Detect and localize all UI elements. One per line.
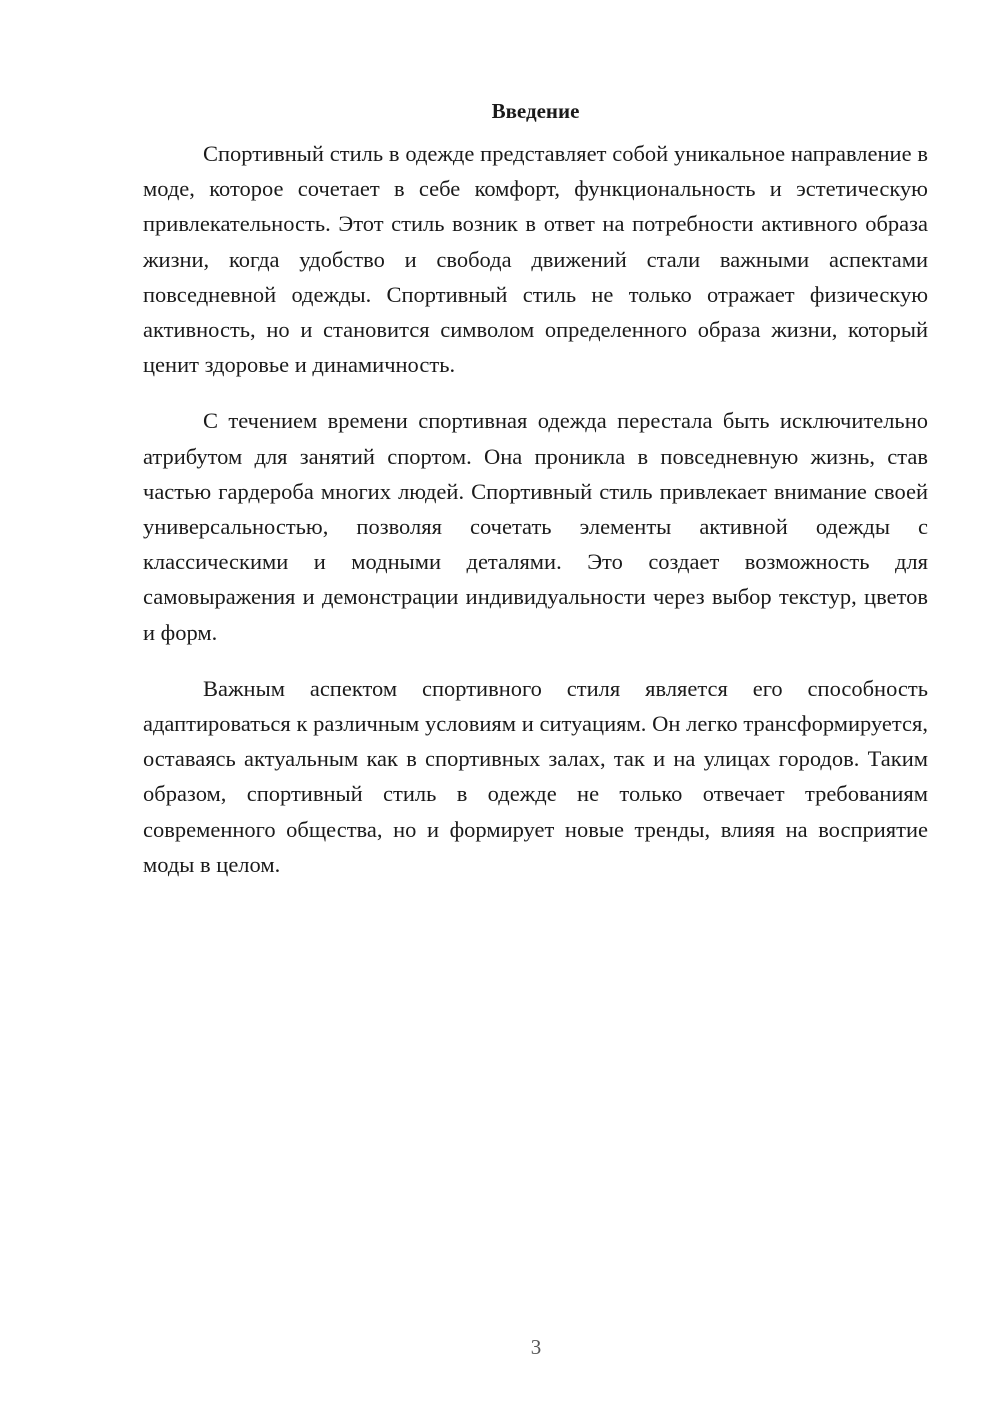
paragraph-3: Важным аспектом спортивного стиля является его способность адаптироваться к различным условиям и ситуациям. Он легко трансформируется, оставаясь актуальным как в спортивных залах, так и на улицах городов. Таким образом, спортивный стиль в одежде не только отвечает требованиям современного общества, но и формирует новые тренды, влияя на восприятие моды в целом. xyxy=(143,675,928,877)
paragraph-2: С течением времени спортивная одежда перестала быть исключительно атрибутом для занятий спортом. Она проникла в повседневную жизнь, став частью гардероба многих людей. Спортивный стиль привлекает внимание своей универсальностью, позволяя сочетать элементы активной одежды с классическими и модными деталями. Это создает возможность для самовыражения и демонстрации индивидуальности через выбор текстур, цветов и форм. xyxy=(143,408,928,645)
page-content xyxy=(143,96,928,903)
section-heading: Введение xyxy=(491,99,580,123)
paragraph-1: Спортивный стиль в одежде представляет собой уникальное направление в моде, которое сочетает в себе комфорт, функциональность и эстетическую привлекательность. Этот стиль возник в ответ на потребности активного образа жизни, когда удобство и свобода движений стали важными аспектами повседневной одежды. Спортивный стиль не только отражает физическую активность, но и становится символом определенного образа жизни, который ценит здоровье и динамичность. xyxy=(143,141,928,378)
page-number: 3 xyxy=(530,1335,542,1359)
